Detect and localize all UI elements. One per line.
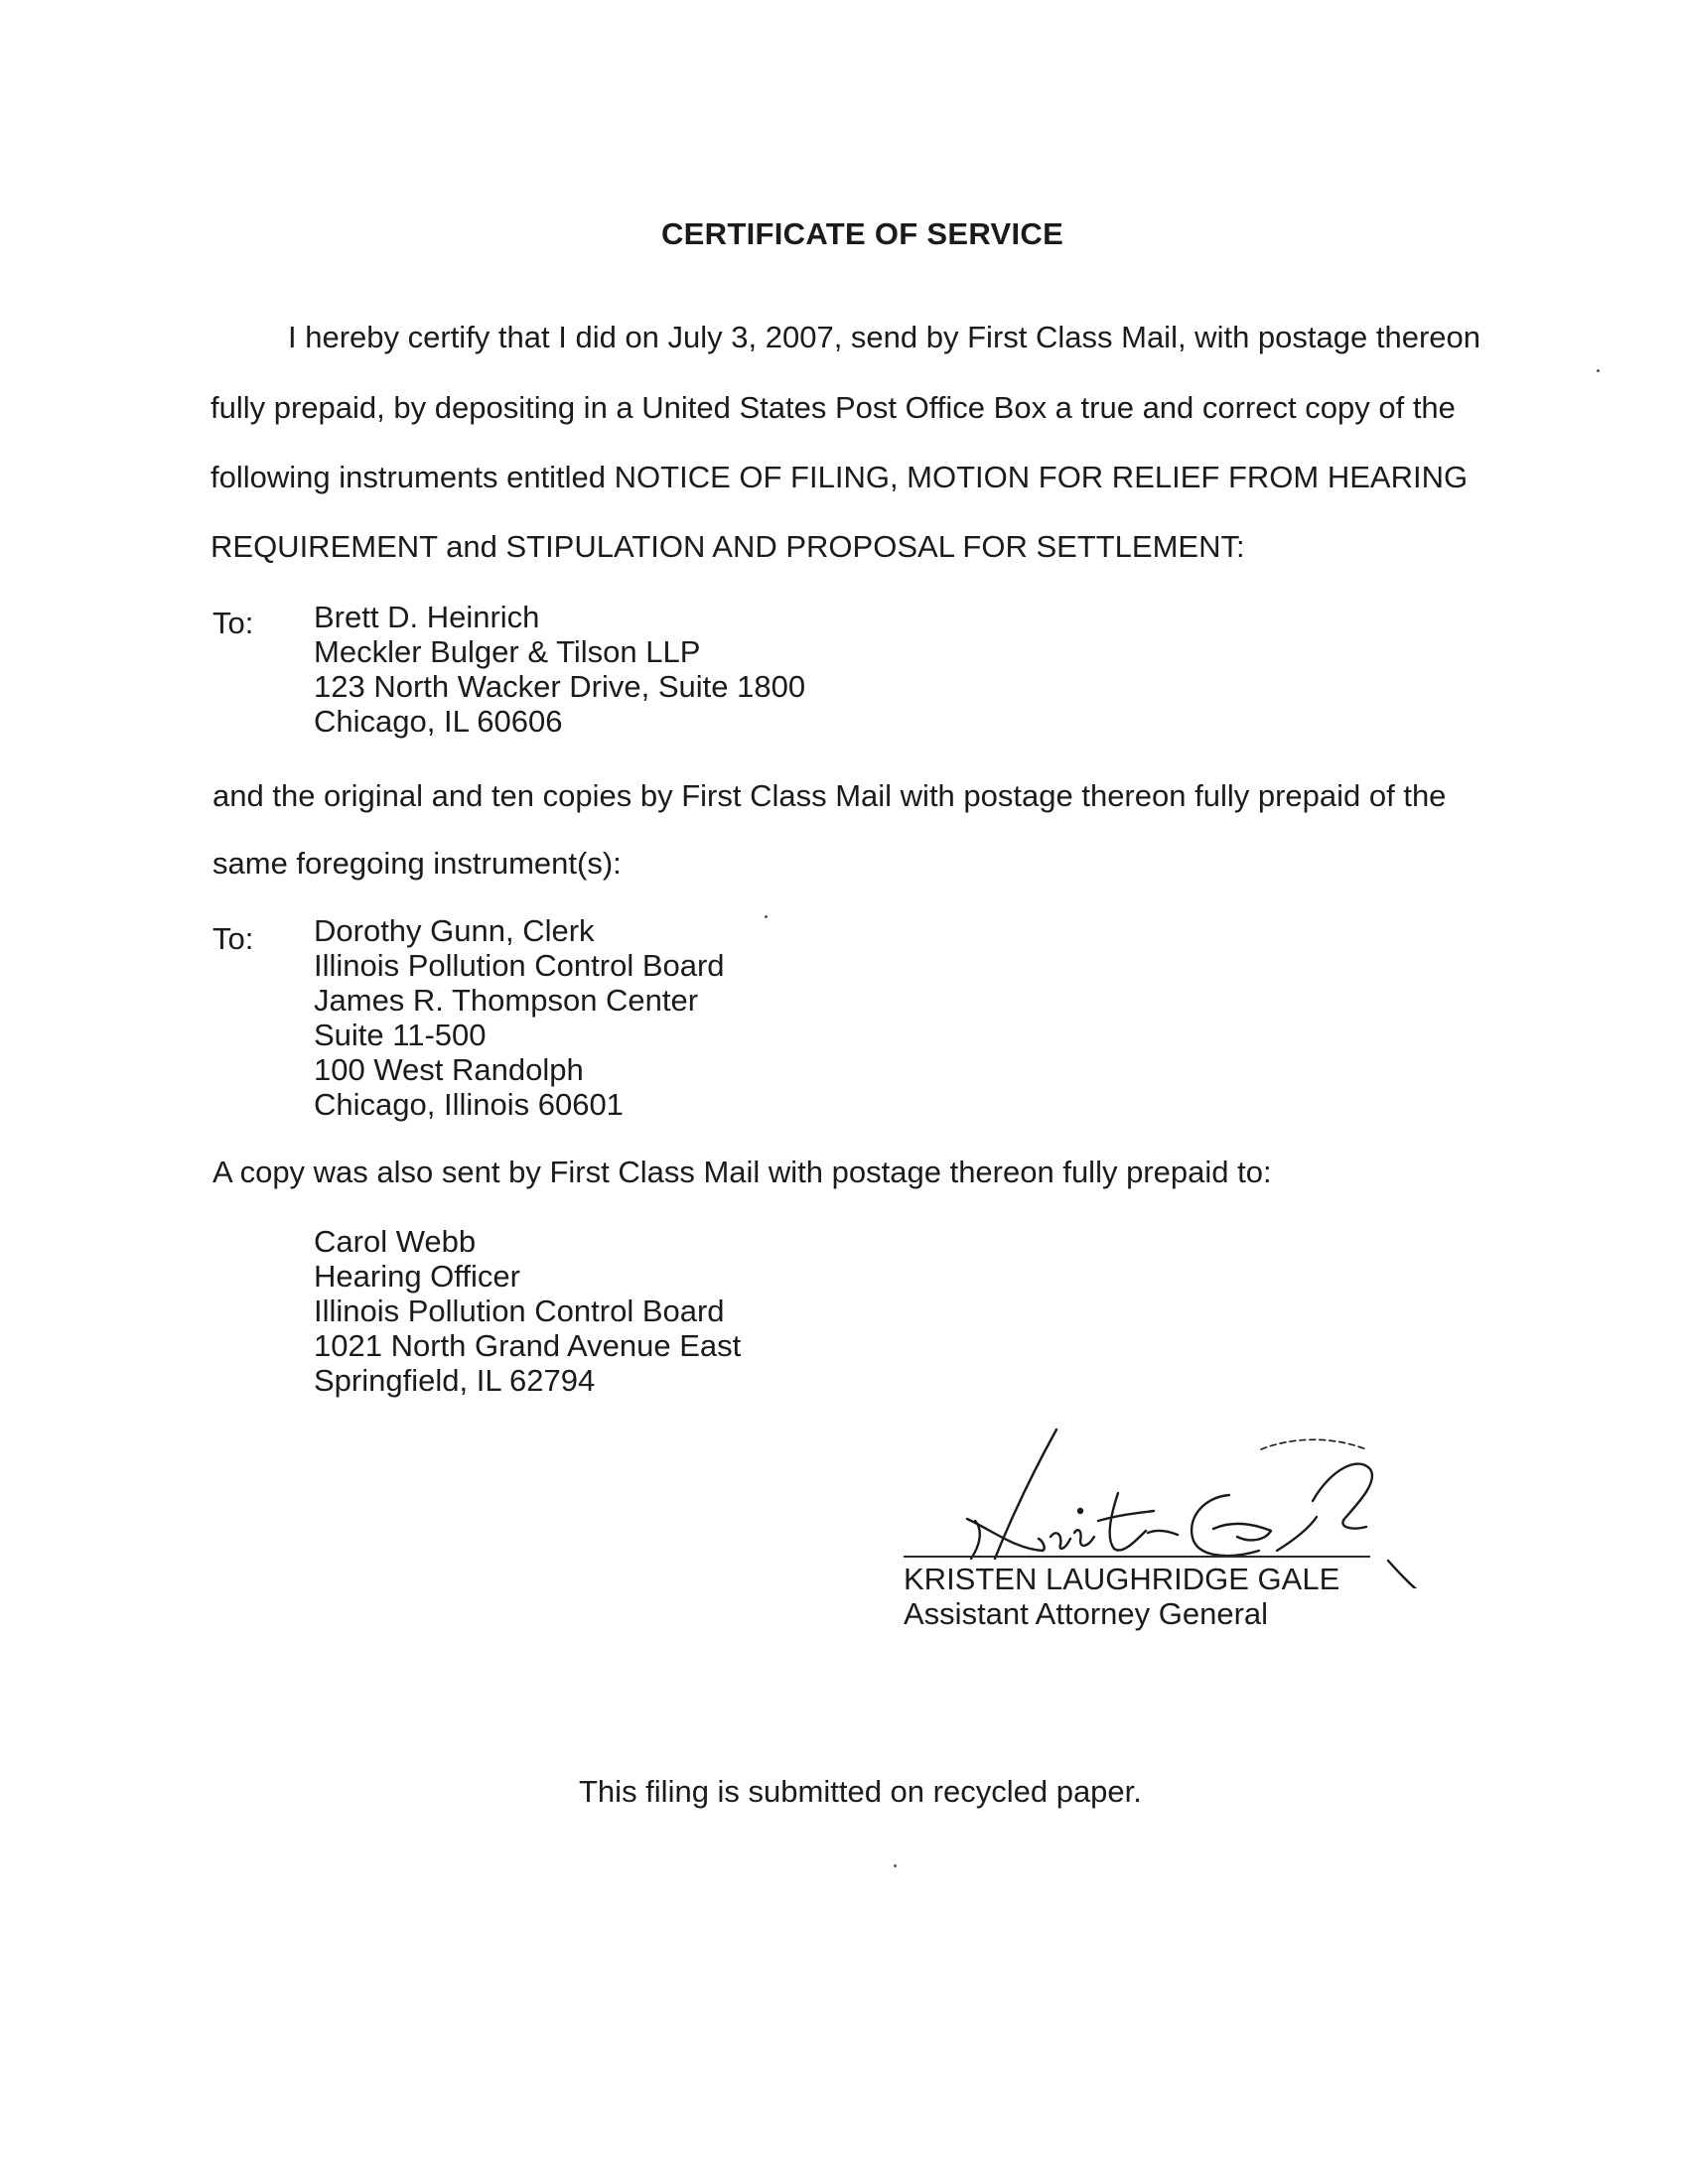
address-block-3	[314, 1224, 741, 1398]
address-line: Hearing Officer	[314, 1259, 520, 1294]
address-block-1	[314, 600, 805, 739]
address-line: Carol Webb	[314, 1224, 477, 1259]
address-line: Meckler Bulger & Tilson LLP	[314, 634, 701, 669]
footer-note: This filing is submitted on recycled paper.	[579, 1774, 1142, 1809]
address-line: James R. Thompson Center	[314, 983, 699, 1018]
address-line: Illinois Pollution Control Board	[314, 948, 725, 983]
address-block-2	[314, 913, 725, 1122]
address-line: Chicago, Illinois 60601	[314, 1087, 624, 1122]
scan-speck	[1597, 369, 1600, 372]
address-line: Chicago, IL 60606	[314, 704, 563, 739]
address-line: Brett D. Heinrich	[314, 600, 540, 634]
paragraph-line: I hereby certify that I did on July 3, 2007, send by First Class Mail, with postage thereon	[288, 320, 1480, 354]
scan-speck	[894, 1864, 897, 1867]
address-line: Illinois Pollution Control Board	[314, 1294, 725, 1328]
address-line: Springfield, IL 62794	[314, 1363, 596, 1398]
address-line: 100 West Randolph	[314, 1052, 584, 1087]
scan-speck	[765, 915, 768, 918]
document-title: CERTIFICATE OF SERVICE	[661, 216, 1064, 251]
paragraph-line: fully prepaid, by depositing in a United States Post Office Box a true and correct copy of the	[210, 390, 1456, 425]
signature-line	[904, 1556, 1370, 1558]
signatory-title: Assistant Attorney General	[904, 1596, 1269, 1631]
paragraph-line: REQUIREMENT and STIPULATION AND PROPOSAL FOR SETTLEMENT:	[210, 529, 1245, 564]
address-line: Dorothy Gunn, Clerk	[314, 913, 595, 948]
paragraph-line: and the original and ten copies by First Class Mail with postage thereon fully prepaid of the	[212, 778, 1447, 813]
paragraph-line: same foregoing instrument(s):	[212, 846, 622, 881]
address-line: 123 North Wacker Drive, Suite 1800	[314, 669, 806, 704]
address-line: 1021 North Grand Avenue East	[314, 1328, 742, 1363]
to-label: To:	[212, 606, 254, 640]
paragraph-line: following instruments entitled NOTICE OF FILING, MOTION FOR RELIEF FROM HEARING	[210, 460, 1469, 494]
paragraph-line: A copy was also sent by First Class Mail with postage thereon fully prepaid to:	[212, 1155, 1272, 1189]
to-label: To:	[212, 921, 254, 956]
address-line: Suite 11-500	[314, 1018, 487, 1052]
signatory-name: KRISTEN LAUGHRIDGE GALE	[904, 1562, 1340, 1596]
